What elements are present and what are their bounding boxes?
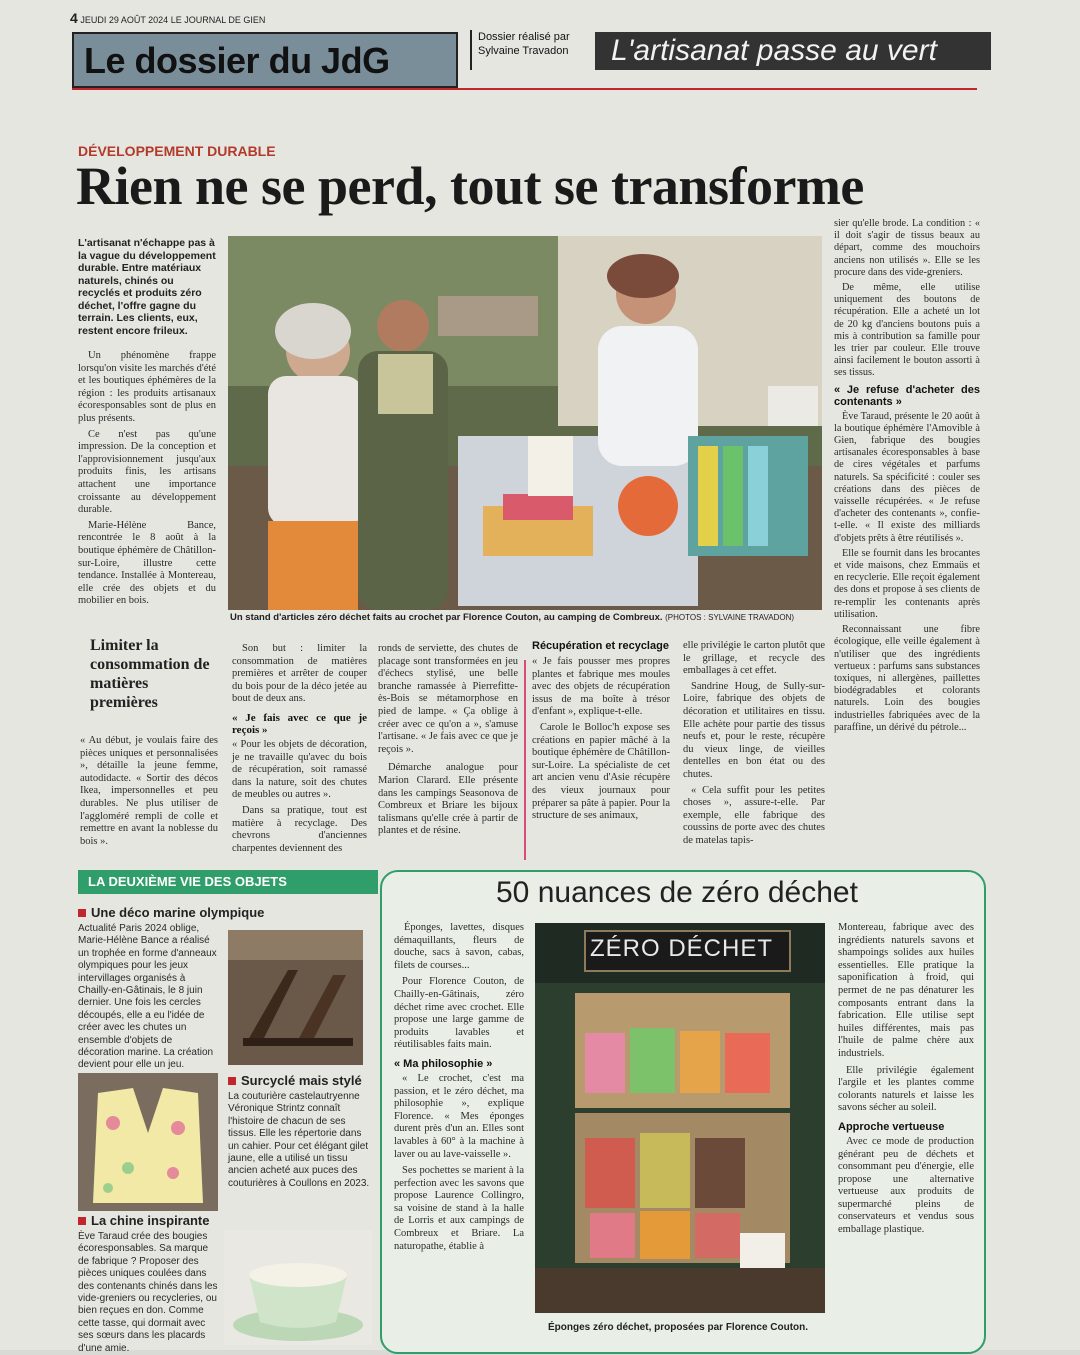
col4-paragraph: « Je fais pousser mes propres plantes et fabrique mes moules avec des objets de récupération issus de ma boîte à trésor d'enfant », explique-t-elle. <box>532 656 670 718</box>
column-2 <box>232 643 367 855</box>
column-6 <box>834 218 980 734</box>
masthead-rule <box>72 88 977 90</box>
col5-paragraph: elle privilégie le carton plutôt que le grillage, et recycle des emballages à cet effet. <box>683 640 825 677</box>
photo-credit: (PHOTOS : SYLVAINE TRAVADON) <box>665 613 795 622</box>
market-stand-photo <box>228 236 822 610</box>
sidebar-item1-text: Actualité Paris 2024 oblige, Marie-Hélène Bance a réalisé un trophée en forme d'anneaux olympiques pour les jeux intervillages organisés à Chailly-en-Gâtinais, le 8 juin dernier. Une fois les cercles découpés, elle a eu l'idée de créer avec les chutes un ensemble d'objets de décoration marine. La création devient pour elle un jeu. <box>78 923 217 1071</box>
box-title: 50 nuances de zéro déchet <box>496 876 858 909</box>
col6-paragraph: sier qu'elle brode. La condition : « il doit s'agir de tissus beaux au départ, comme des mouchoirs anciens non utilisés ». Elle se les procure dans des vide-greniers. <box>834 218 980 278</box>
sidebar-item2-title: Surcyclé mais stylé <box>228 1073 362 1088</box>
photo-caption <box>230 612 820 623</box>
col5-paragraph: « Cela suffit pour les petites choses », assure-t-elle. Par exemple, elle fabrique des coussins de porte avec des chutes de matelas tapis- <box>683 784 825 846</box>
sponges-photo <box>535 923 825 1313</box>
sidebar-item3-title: La chine inspirante <box>78 1213 209 1228</box>
sidebar-item3-text: Ève Taraud crée des bougies écoresponsables. Sa marque de fabrique ? Proposer des pièces uniques coulées dans des contenants chinés dans les vide-greniers ou recycleries, ou bien reçues en don. Comme cette tasse, qui dormait avec ses sœurs dans les placards d'une amie. <box>78 1231 218 1354</box>
column-1-bottom: « Au début, je voulais faire des pièces uniques et personnalisées », détaille la jeune femme, autodidacte. « Sortir des décos Ikea, impersonnelles et peu durables. Ne plus utiliser de l'aggloméré rempli de colle et remettre en avant la noblesse du bois ». <box>80 735 218 847</box>
column-1-top <box>78 350 216 608</box>
subhead: Limiter la consommation de matières premières <box>90 637 210 711</box>
photo-caption-text: Un stand d'articles zéro déchet faits au crochet par Florence Couton, au camping de Combreux. <box>230 612 663 623</box>
col6-paragraph: De même, elle utilise uniquement des boutons de récupération. Elle a acheté un lot de 20 kg d'anciens boutons puis a mis à contribution sa famille pour les trier par couleur. Elle trouve ainsi facilement le bouton assorti à ses tissus. <box>834 282 980 379</box>
lead-paragraph: L'artisanat n'échappe pas à la vague du développement durable. Entre matériaux naturels, chinés ou recyclés et produits zéro déchet, l'offre gagne du terrain. Les clients, eux, restent encore frileux. <box>78 237 216 337</box>
author-credit-line2: Sylvaine Travadon <box>478 45 569 57</box>
col6-paragraph: Ève Taraud, présente le 20 août à la boutique éphémère l'Amovible à Gien, fabrique des bougies artisanales écoresponsables à base de cires végétales et parfums naturels. Sa spécificité : couler ses créations dans des pièces de vaisselle récupérées. « Je refuse d'acheter des contenants », confie-t-elle. « Il existe des milliards d'objets prêts à être réutilisés ». <box>834 410 980 544</box>
wood-decor-photo <box>228 930 363 1065</box>
headline: Rien ne se perd, tout se transforme <box>76 156 864 216</box>
kicker: DÉVELOPPEMENT DURABLE <box>78 143 276 159</box>
margin-mark <box>524 660 526 860</box>
col1-paragraph: Un phénomène frappe lorsqu'on visite les marchés d'été et les boutiques éphémères de la région : les produits artisanaux écoresponsables sont de plus en plus présents. <box>78 350 216 424</box>
col6-paragraph: Reconnaissant une fibre écologique, elle veille également à n'utiliser que des ingrédients vertueux : parfums sans substances toxiques, ni allergènes, paillettes biodégradables et colorants naturels. Loin des bougies industrielles fabriquées avec de la paraffine, un dérivé du pétrole... <box>834 624 980 733</box>
author-credit-line1: Dossier réalisé par <box>478 31 570 43</box>
col3-paragraph: ronds de serviette, des chutes de placage sont transformées en jeu d'échecs stylisé, une belle branche ramassée à Pierrefitte-ès-Bois se métamorphose en pied de lampe. « Ça oblige à créer avec ce qu'on a », s'amuse l'artisane. « Je fais avec ce que je reçois ». <box>378 643 518 755</box>
box-paragraph: « Le crochet, c'est ma passion, et le zéro déchet, ma philosophie », explique Florence. « Mes éponges durent près d'un an. Elles sont lavables à 60° à la machine à laver ou au lave-vaisselle ». <box>394 1072 524 1160</box>
box-paragraph: Ses pochettes se marient à la perfection avec les savons que propose Laurence Collingro, sa voisine de stand à la halle de Lorris et aux campings de Combreux et Briare. La naturopathe, établie à <box>394 1165 524 1252</box>
box-paragraph: Avec ce mode de production générant peu de déchets et consommant peu d'énergie, elle propose une alternative vertueuse aux produits de supermarché pleins de conservateurs et vendus sous emballage plastique. <box>838 1135 974 1236</box>
col2-paragraph: « Pour les objets de décoration, je ne travaille qu'avec du bois de récupération, soit ramassé dans la nature, soit des chutes de meubles ou autres ». <box>232 738 367 801</box>
dossier-theme: L'artisanat passe au vert <box>595 32 991 70</box>
box-intertitle: « Ma philosophie » <box>394 1057 493 1070</box>
box-paragraph: Elle privilégie également l'argile et les plantes comme colorants naturels et laisse les savons sécher au soleil. <box>838 1064 974 1114</box>
col2-paragraph: Dans sa pratique, tout est matière à recyclage. Des chevrons d'anciennes charpentes deviennent des <box>232 804 367 854</box>
candle-cup-photo <box>224 1230 372 1345</box>
col2-intertitle: « Je fais avec ce que je reçois » <box>232 711 367 736</box>
date-text: JEUDI 29 AOÛT 2024 LE JOURNAL DE GIEN <box>80 15 266 25</box>
box-column-3 <box>838 922 974 1237</box>
col6-intertitle: « Je refuse d'acheter des contenants » <box>834 383 980 408</box>
col2-paragraph: Son but : limiter la consommation de matières premières et arrêter de couper du bois pour de la déco jetée au bout de deux ans. <box>232 643 367 705</box>
col6-paragraph: Elle se fournit dans les brocantes et vide maisons, chez Emmaüs et en recyclerie. Elle reçoit également des dons et propose à ses clients de re-remplir les contenants après utilisation. <box>834 547 980 620</box>
col1-paragraph: Marie-Hélène Bance, rencontrée le 8 août à la boutique éphémère de Châtillon-sur-Loire, illustre cette tendance. Installée à Montereau, elle crée des objets et du mobilier en bois. <box>78 519 216 607</box>
column-4 <box>532 640 670 823</box>
box-column-1 <box>394 922 524 1253</box>
column-3 <box>378 643 518 838</box>
column-5 <box>683 640 825 848</box>
box-intertitle: Approche vertueuse <box>838 1120 945 1133</box>
box-paragraph: Montereau, fabrique avec des ingrédients naturels savons et shampoings solides aux huiles essentielles. Elle pratique la saponification à froid, qui permet de ne pas dénaturer les composants entrant dans la fabrication. Elle utilise sept huiles différentes, mais pas l'huile de palme chère aux industriels. <box>838 922 974 1059</box>
col1-paragraph: Ce n'est pas qu'une impression. De la conception et l'approvisionnement jusqu'aux produits finis, les artisans attachent une importance croissante au développement durable. <box>78 428 216 516</box>
col4-intertitle: Récupération et recyclage <box>532 640 669 652</box>
box-photo-caption: Éponges zéro déchet, proposées par Florence Couton. <box>548 1322 809 1333</box>
vest-photo <box>78 1073 218 1211</box>
col3-paragraph: Démarche analogue pour Marion Clarard. Elle présente dans les campings Seasonova de Combreux et Briare les bijoux talismans qu'elle crée à partir de plantes et de résine. <box>378 762 518 837</box>
sidebar-item1-title: Une déco marine olympique <box>78 905 264 920</box>
date-line <box>70 10 265 26</box>
author-credit <box>470 30 588 70</box>
col4-paragraph: Carole le Bolloc'h expose ses créations en papier mâché à la boutique éphémère de Châtillon-sur-Loire. La spécialiste de cet art ancien venu d'Asie récupère des vieux journaux pour préparer sa pâte à papier. Pour la structure de ses animaux, <box>532 721 670 822</box>
section-title: Le dossier du JdG <box>84 40 390 81</box>
box-paragraph: Éponges, lavettes, disques démaquillants, fleurs de douche, sacs à savon, cabas, filets de courses... <box>394 922 524 971</box>
col5-paragraph: Sandrine Houg, de Sully-sur-Loire, fabrique des objets de décoration et utilitaires en tissu. Elle achète pour partie des tissus neufs et, pour le reste, récupère du vieux linge, de vieilles dentelles en bon état ou des chutes. <box>683 680 825 780</box>
zero-dechet-sign: ZÉRO DÉCHET <box>590 935 774 962</box>
sidebar-band: LA DEUXIÈME VIE DES OBJETS <box>78 870 378 894</box>
page-number: 4 <box>70 10 78 26</box>
box-paragraph: Pour Florence Couton, de Chailly-en-Gâtinais, zéro déchet rime avec crochet. Elle propose une large gamme de produits lavables et réutilisables faits main. <box>394 976 524 1051</box>
sidebar-item2-text: La couturière castelautryenne Véronique Strintz connaît l'histoire de chacun de ses tissus. Elle les répertorie dans un cahier. Pour cet élégant gilet jaune, elle a utilisé un tissu ancien acheté aux puces des couturières à Coullons en 2023. <box>228 1091 370 1189</box>
